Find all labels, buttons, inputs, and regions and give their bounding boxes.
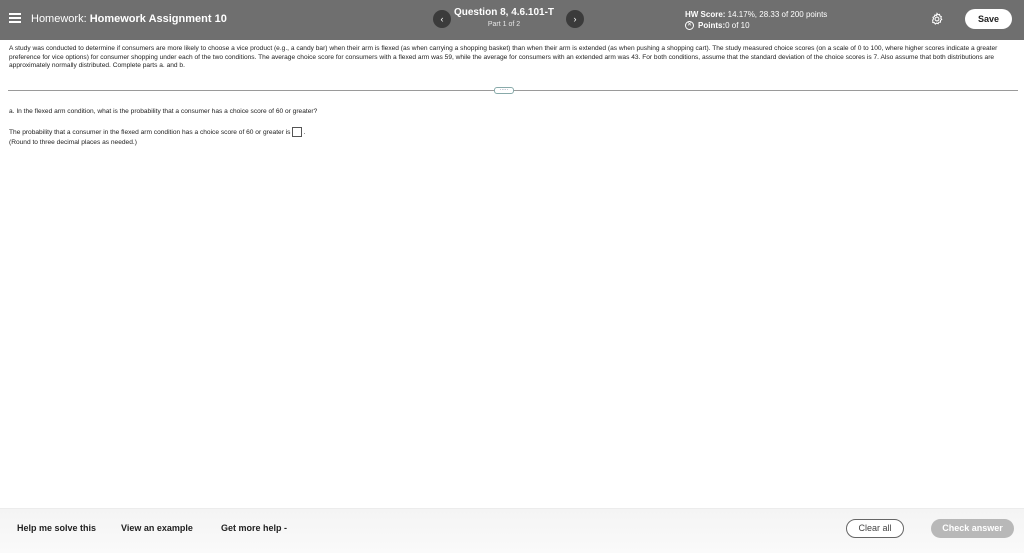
homework-title <box>31 13 227 25</box>
hw-score <box>685 10 827 19</box>
expand-handle[interactable]: ····· <box>494 87 514 94</box>
view-example-link[interactable]: View an example <box>121 523 193 533</box>
question-part: Part 1 of 2 <box>487 21 521 28</box>
homework-title-prefix: Homework: <box>31 13 90 25</box>
previous-question-button[interactable]: ‹ <box>433 10 451 28</box>
points <box>685 21 750 30</box>
answer-input[interactable] <box>292 127 302 137</box>
clear-all-button[interactable]: Clear all <box>846 519 904 538</box>
problem-statement: A study was conducted to determine if consumers are more likely to choose a vice product (e.g., a candy bar) when their arm is flexed (as when carrying a shopping basket) than when their arm is extended (as when pushing a shopping cart). The study measured choice scores (on a scale of 0 to 100, where higher scores indicate a greater preference for vice options) for consumer shopping under each of the two conditions. The average choice score for consumers with a flexed arm was 59, while the average for consumers with an extended arm was 43. For both conditions, assume that the standard deviation of the choice scores is 7. Also assume that both distributions are approximately normally distributed. Complete parts a. and b. <box>9 45 998 70</box>
hw-score-value: 14.17%, 28.33 of 200 points <box>727 10 828 19</box>
answer-prefix: The probability that a consumer in the flexed arm condition has a choice score of 60 or greater is <box>9 128 291 136</box>
points-label: Points: <box>698 21 726 30</box>
hamburger-menu-icon[interactable] <box>9 13 21 23</box>
help-me-solve-link[interactable]: Help me solve this <box>17 523 97 533</box>
part-a-question: a. In the flexed arm condition, what is the probability that a consumer has a choice score of 60 or greater? <box>9 108 318 115</box>
points-value: 0 of 10 <box>725 21 750 30</box>
answer-line <box>9 127 305 137</box>
gear-icon[interactable] <box>930 12 944 26</box>
homework-title-name: Homework Assignment 10 <box>89 13 227 25</box>
footer-bar <box>0 508 1024 553</box>
question-title: Question 8, 4.6.101-T <box>453 7 555 18</box>
get-more-help-link[interactable]: Get more help - <box>221 523 288 533</box>
top-bar <box>0 0 1024 40</box>
next-question-button[interactable]: › <box>566 10 584 28</box>
round-note: (Round to three decimal places as needed.) <box>9 139 137 146</box>
check-answer-button[interactable]: Check answer <box>931 519 1014 538</box>
answer-suffix: . <box>303 128 306 136</box>
hw-score-label: HW Score: <box>685 10 728 19</box>
x-circle-icon: ✕ <box>686 22 693 28</box>
save-button[interactable]: Save <box>965 9 1012 29</box>
